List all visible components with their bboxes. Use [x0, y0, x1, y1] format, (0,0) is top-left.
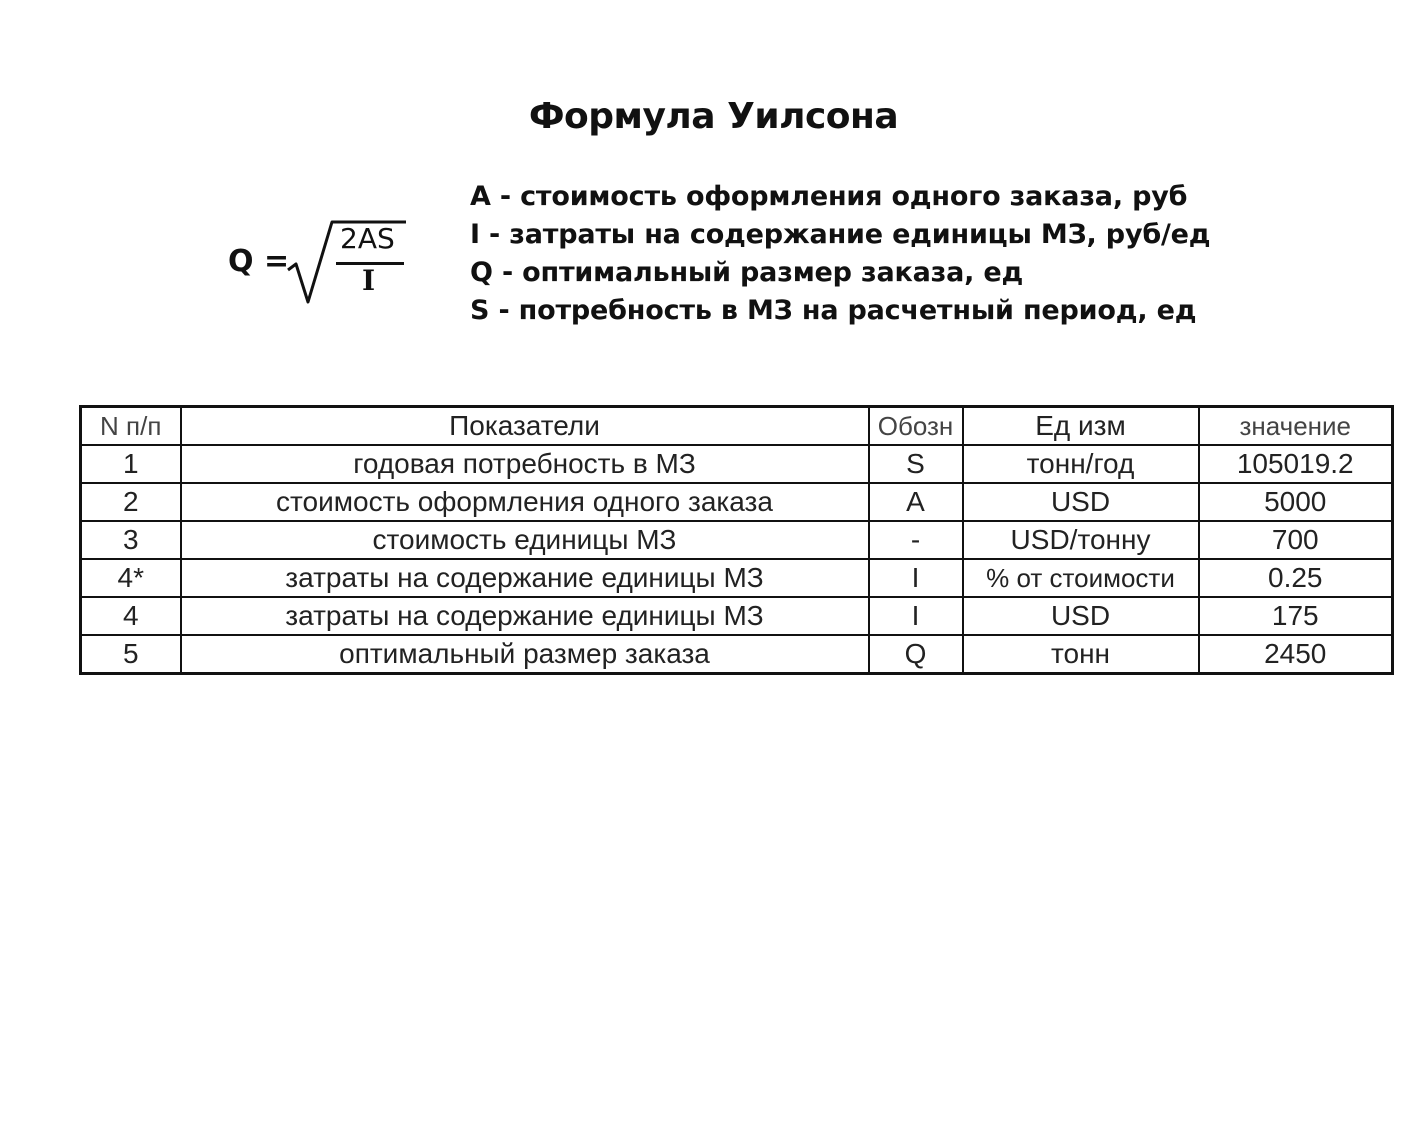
row-indicator: затраты на содержание единицы МЗ	[181, 559, 869, 597]
formula-denominator: I	[362, 264, 376, 297]
table-row	[81, 635, 1393, 674]
row-unit: тонн/год	[963, 445, 1199, 483]
row-symbol: I	[869, 559, 963, 597]
row-value: 175	[1199, 597, 1393, 635]
row-num: 4	[81, 597, 181, 635]
indicators-table	[79, 405, 1394, 675]
row-value: 5000	[1199, 483, 1393, 521]
table-row	[81, 521, 1393, 559]
row-symbol: Q	[869, 635, 963, 674]
header-unit: Ед изм	[963, 407, 1199, 446]
page-title: Формула Уилсона	[528, 96, 899, 137]
legend-line-q: Q - оптимальный размер заказа, ед	[470, 257, 1024, 288]
table-row	[81, 559, 1393, 597]
legend-line-a: A - стоимость оформления одного заказа, руб	[470, 181, 1188, 212]
header-num: N п/п	[81, 407, 181, 446]
row-num: 3	[81, 521, 181, 559]
row-indicator: стоимость оформления одного заказа	[181, 483, 869, 521]
table-row	[81, 445, 1393, 483]
row-indicator: затраты на содержание единицы МЗ	[181, 597, 869, 635]
row-value: 105019.2	[1199, 445, 1393, 483]
row-unit: USD	[963, 597, 1199, 635]
row-unit: USD/тонну	[963, 521, 1199, 559]
row-value: 700	[1199, 521, 1393, 559]
legend-line-s: S - потребность в МЗ на расчетный период, ед	[470, 295, 1197, 326]
row-symbol: A	[869, 483, 963, 521]
header-symbol: Обозн	[869, 407, 963, 446]
variable-legend	[470, 178, 1270, 330]
row-value: 0.25	[1199, 559, 1393, 597]
row-num: 2	[81, 483, 181, 521]
row-value: 2450	[1199, 635, 1393, 674]
row-num: 1	[81, 445, 181, 483]
table-row	[81, 483, 1393, 521]
formula-numerator: 2AS	[340, 222, 395, 255]
wilson-formula	[228, 214, 418, 304]
row-indicator: годовая потребность в МЗ	[181, 445, 869, 483]
row-num: 5	[81, 635, 181, 674]
row-unit: USD	[963, 483, 1199, 521]
row-symbol: S	[869, 445, 963, 483]
row-num: 4*	[81, 559, 181, 597]
table-row	[81, 597, 1393, 635]
row-indicator: стоимость единицы МЗ	[181, 521, 869, 559]
row-indicator: оптимальный размер заказа	[181, 635, 869, 674]
formula-lhs: Q =	[228, 244, 290, 279]
table-header-row	[81, 407, 1393, 446]
row-unit: тонн	[963, 635, 1199, 674]
header-value: значение	[1199, 407, 1393, 446]
row-symbol: -	[869, 521, 963, 559]
header-indicator: Показатели	[181, 407, 869, 446]
legend-line-i: I - затраты на содержание единицы МЗ, руб/ед	[470, 219, 1211, 250]
row-unit: % от стоимости	[963, 559, 1199, 597]
row-symbol: I	[869, 597, 963, 635]
